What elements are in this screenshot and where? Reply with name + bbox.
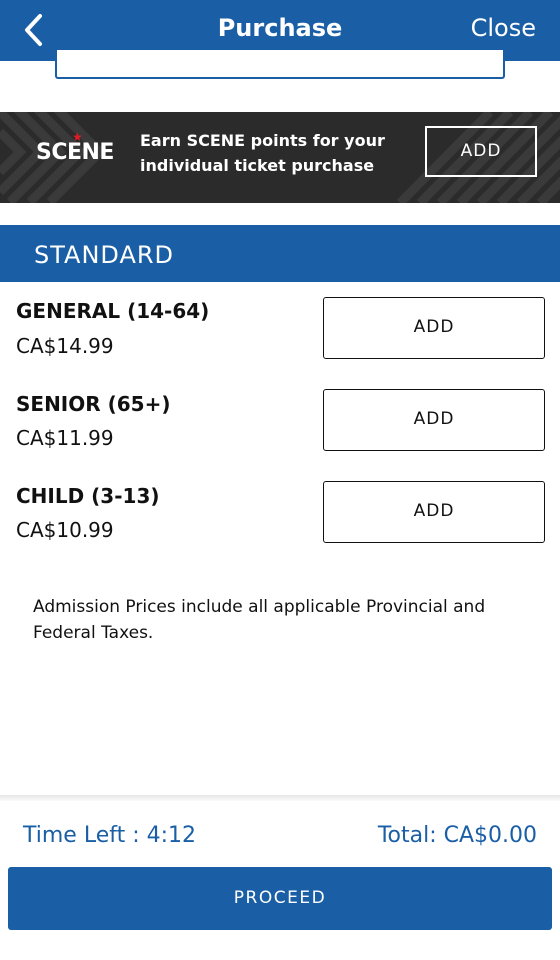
add-senior-button[interactable]: ADD bbox=[323, 389, 545, 451]
close-button[interactable]: Close bbox=[470, 14, 536, 42]
section-title: STANDARD bbox=[34, 241, 175, 269]
footer-divider bbox=[0, 795, 560, 801]
ticket-price-child: CA$10.99 bbox=[16, 518, 114, 542]
add-general-button[interactable]: ADD bbox=[323, 297, 545, 359]
order-total: Total: CA$0.00 bbox=[377, 823, 537, 848]
tax-note: Admission Prices include all applicable Provincial and Federal Taxes. bbox=[33, 597, 486, 643]
promo-code-field[interactable] bbox=[55, 50, 505, 79]
ticket-name-senior: SENIOR (65+) bbox=[16, 392, 171, 416]
add-child-button[interactable]: ADD bbox=[323, 481, 545, 543]
scene-logo: SCENE bbox=[36, 140, 114, 165]
page-title: Purchase bbox=[217, 14, 343, 42]
ticket-name-child: CHILD (3-13) bbox=[16, 484, 160, 508]
scene-star-icon: ★ bbox=[72, 130, 83, 144]
ticket-price-general: CA$14.99 bbox=[16, 334, 114, 358]
scene-add-button[interactable]: ADD bbox=[425, 126, 537, 177]
proceed-button[interactable]: PROCEED bbox=[8, 867, 552, 930]
time-left: Time Left : 4:12 bbox=[23, 823, 197, 848]
ticket-name-general: GENERAL (14-64) bbox=[16, 299, 210, 323]
ticket-price-senior: CA$11.99 bbox=[16, 426, 114, 450]
scene-promo-text: Earn SCENE points for your individual ticket purchase bbox=[140, 131, 385, 175]
